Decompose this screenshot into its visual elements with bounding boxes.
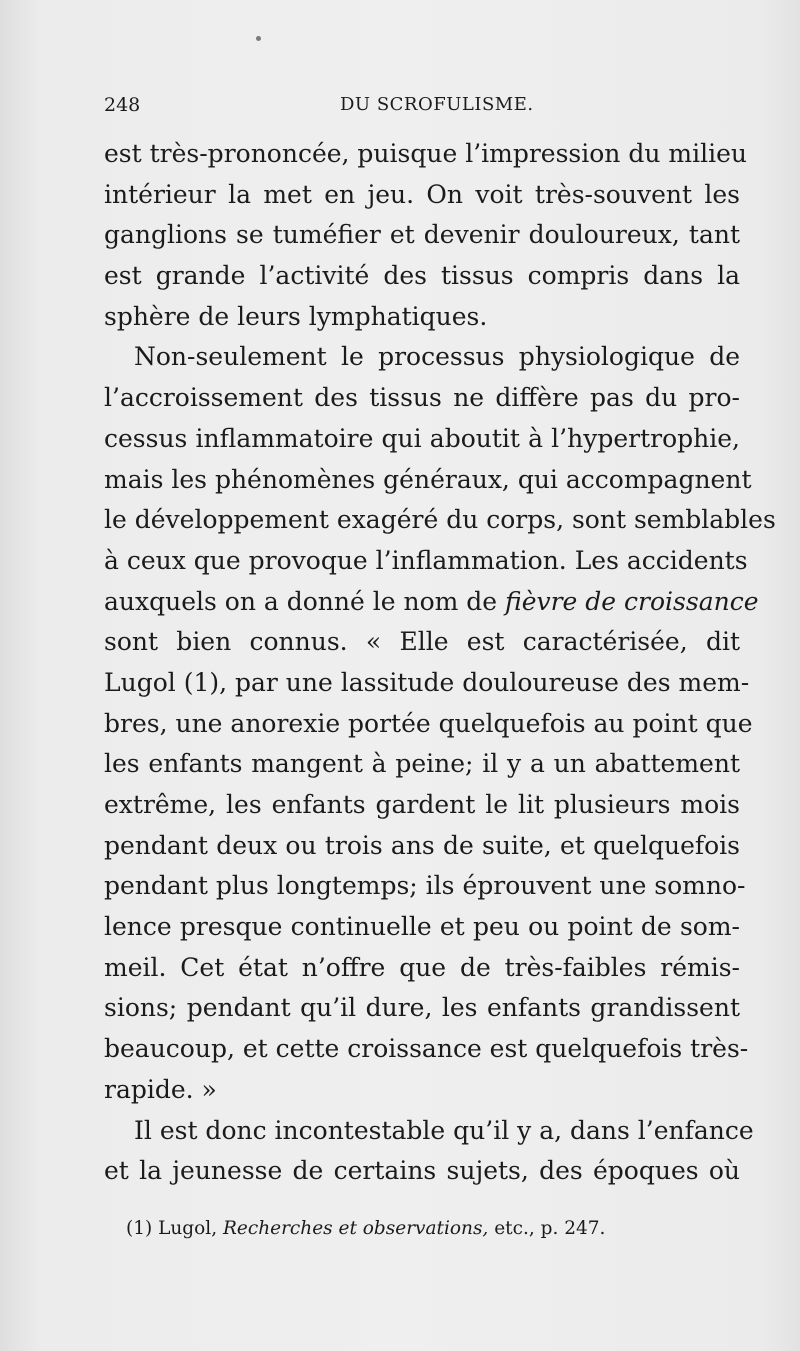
text-line: le développement exagéré du corps, sont semblables [104,505,776,535]
footnote [126,1218,605,1239]
text-line: intérieur la met en jeu. On voit très-souvent les [104,179,740,209]
text-line: ganglions se tuméfier et devenir douloureux, tant [104,220,740,250]
text-line: rapide. » [104,1074,217,1104]
body-text [104,134,776,1192]
page-header [104,94,744,124]
text-line: à ceux que provoque l’inflammation. Les accidents [104,545,748,575]
text-line: sont bien connus. « Elle est caractérisée, dit [104,627,740,657]
text-line: les enfants mangent à peine; il y a un abattement [104,749,740,779]
text-line: pendant deux ou trois ans de suite, et quelquefois [104,830,740,860]
text-line: Non-seulement le processus physiologique de [134,342,740,372]
text-line: Il est donc incontestable qu’il y a, dans l’enfance [134,1115,754,1145]
text-line: est grande l’activité des tissus compris dans la [104,261,740,291]
footnote-title: Recherches et observations, [222,1218,489,1239]
text-line: l’accroissement des tissus ne diffère pas du pro- [104,383,740,413]
text-line: cessus inflammatoire qui aboutit à l’hypertrophie, [104,423,740,453]
text-line: mais les phénomènes généraux, qui accompagnent [104,464,752,494]
footnote-rest: etc., p. 247. [494,1218,606,1239]
text-line-with-italic [104,582,759,623]
text-line: et la jeunesse de certains sujets, des époques où [104,1156,740,1186]
italic-phrase: fièvre de croissance [505,586,759,616]
text-line: sions; pendant qu’il dure, les enfants grandissent [104,993,740,1023]
text-line: Lugol (1), par une lassitude douloureuse des mem- [104,667,750,697]
text-line: meil. Cet état n’offre que de très-faibles rémis- [104,952,740,982]
text-line: sphère de leurs lymphatiques. [104,301,488,331]
text-line: lence presque continuelle et peu ou point de som- [104,912,740,942]
text-line: est très-prononcée, puisque l’impression du milieu [104,139,747,168]
text-line: pendant plus longtemps; ils éprouvent une somno- [104,871,746,901]
line-text: auxquels on a donné le nom de [104,586,506,616]
text-line: beaucoup, et cette croissance est quelquefois très- [104,1034,749,1064]
text-line: extrême, les enfants gardent le lit plusieurs mois [104,790,740,819]
footnote-marker: (1) [126,1218,153,1239]
running-title: DU SCROFULISME. [340,94,534,115]
ink-speck [256,36,261,41]
page-number: 248 [104,94,141,116]
footnote-author: Lugol, [158,1218,218,1239]
text-line: bres, une anorexie portée quelquefois au point que [104,708,753,738]
